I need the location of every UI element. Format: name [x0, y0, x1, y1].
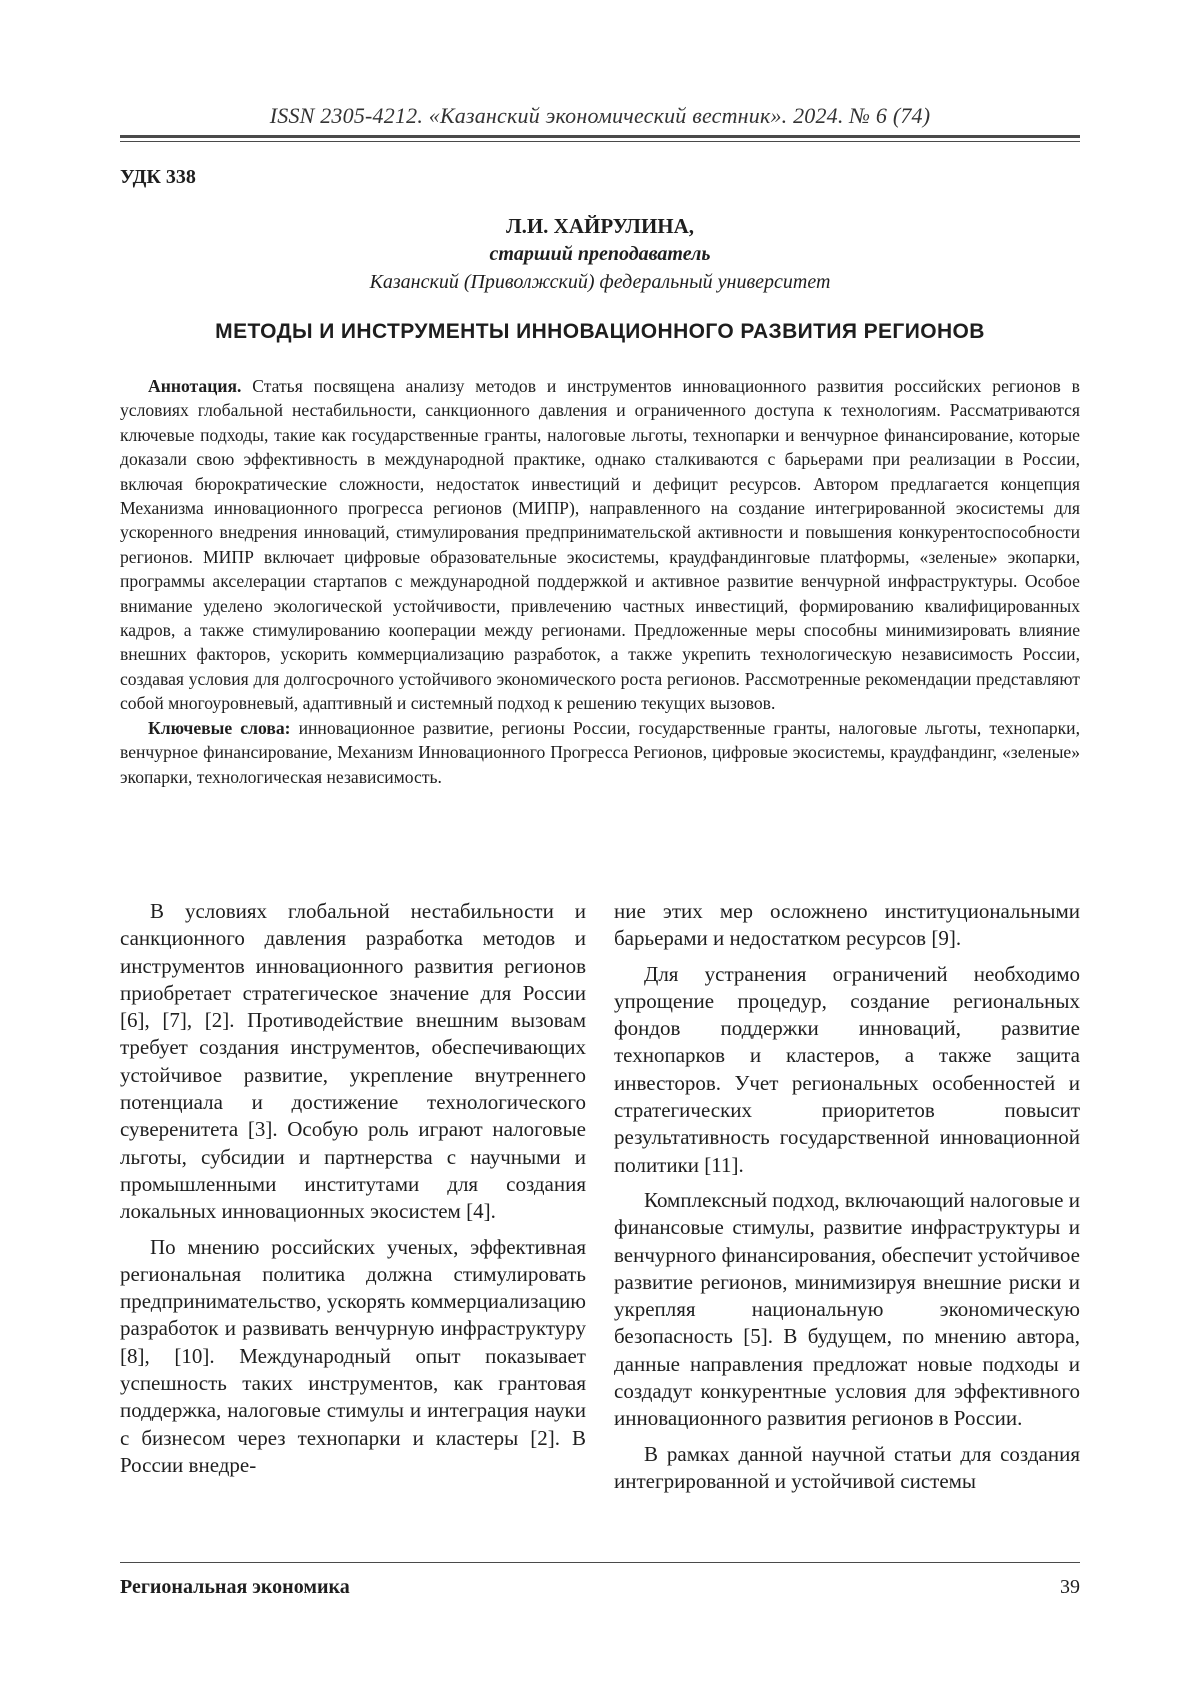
author-position: старший преподаватель: [489, 243, 711, 265]
keywords-text: инновационное развитие, регионы России, государственные гранты, налоговые льготы, технопарки, венчурное финансирование, Механизм Инновационного Прогресса Регионов, цифровые экосистемы, краудфандинг, «зеленые» экопарки, технологическая независимость.: [120, 717, 1080, 787]
abstract-text: Статья посвящена анализу методов и инструментов инновационного развития российских регионов в условиях глобальной нестабильности, санкционного давления и ограниченного доступа к технологиям. Рассматриваются ключевые подходы, такие как государственные гранты, налоговые льготы, технопарки и венчурное финансирование, которые доказали свою эффективность в международной практике, однако сталкиваются с барьерами при реализации в России, включая бюрократические сложности, недостаток инвестиций и дефицит ресурсов. Автором предлагается концепция Механизма инновационного прогресса регионов (МИПР), направленного на создание интегрированной экосистемы для ускоренного внедрения инноваций, стимулирования предпринимательской активности и повышения конкурентоспособности регионов. МИПР включает цифровые образовательные экосистемы, краудфандинговые платформы, «зеленые» экопарки, программы акселерации стартапов с международной поддержкой и активное развитие венчурной инфраструктуры. Особое внимание уделено экологической устойчивости, привлечению частных инвестиций, формированию квалифицированных кадров, а также стимулированию кооперации между регионами. Предложенные меры способны минимизировать влияние внешних факторов, ускорить коммерциализацию разработок, а также укрепить технологическую независимость России, создавая условия для долгосрочного устойчивого экономического роста регионов. Рассмотренные рекомендации представляют собой многоуровневый, адаптивный и системный подход к решению текущих вызовов.: [120, 376, 1080, 714]
author-affiliation: Казанский (Приволжский) федеральный университет: [369, 271, 831, 293]
author-name: Л.И. ХАЙРУЛИНА,: [505, 214, 695, 238]
body-paragraph: Для устранения ограничений необходимо упрощение процедур, создание региональных фондов поддержки инноваций, развитие технопарков и кластеров, а также защита инвесторов. Учет региональных особенностей и стратегических приоритетов повысит результативность государственной инновационной политики [11].: [614, 961, 1080, 1177]
body-column-right: [614, 898, 1080, 1495]
footer-section-title: Региональная экономика: [120, 1576, 350, 1598]
body-paragraph-continued: ние этих мер осложнено институциональными барьерами и недостатком ресурсов [9].: [614, 899, 1080, 951]
keywords-paragraph: [120, 716, 1080, 789]
abstract-paragraph: [120, 374, 1080, 716]
udc-code: УДК 338: [120, 166, 196, 188]
body-column-left: [120, 898, 586, 1479]
header-rule-thick: [120, 135, 1080, 138]
page-number: 39: [1060, 1576, 1080, 1598]
article-title: МЕТОДЫ И ИНСТРУМЕНТЫ ИННОВАЦИОННОГО РАЗВИТИЯ РЕГИОНОВ: [215, 320, 985, 343]
body-paragraph: В условиях глобальной нестабильности и санкционного давления разработка методов и инструментов инновационного развития регионов приобретает стратегическое значение для России [6], [7], [2]. Противодействие внешним вызовам требует создания инструментов, обеспечивающих устойчивое развитие, укрепление внутреннего потенциала и достижение технологического суверенитета [3]. Особую роль играют налоговые льготы, субсидии и партнерства с научными и промышленными институтами для создания локальных инновационных экосистем [4].: [120, 899, 586, 1224]
abstract-block: [120, 374, 1080, 789]
keywords-label: Ключевые слова:: [148, 717, 291, 738]
body-paragraph: Комплексный подход, включающий налоговые и финансовые стимулы, развитие инфраструктуры и венчурного финансирования, обеспечит устойчивое развитие регионов, минимизируя внешние риски и укрепляя национальную экономическую безопасность [5]. В будущем, по мнению автора, данные направления предложат новые подходы и создадут конкурентные условия для эффективного инновационного развития регионов в России.: [614, 1187, 1080, 1431]
body-paragraph: По мнению российских ученых, эффективная региональная политика должна стимулировать предпринимательство, ускорять коммерциализацию разработок и развивать венчурную инфраструктуру [8], [10]. Международный опыт показывает успешность таких инструментов, как грантовая поддержка, налоговые стимулы и интеграция науки с бизнесом через технопарки и кластеры [2]. В России внедре-: [120, 1234, 586, 1477]
body-paragraph: В рамках данной научной статьи для создания интегрированной и устойчивой системы: [614, 1441, 1080, 1493]
header-rule-thin: [120, 141, 1080, 142]
running-head: ISSN 2305-4212. «Казанский экономический вестник». 2024. № 6 (74): [269, 103, 931, 128]
abstract-label: Аннотация.: [148, 376, 242, 396]
footer-rule: [120, 1562, 1080, 1563]
author-block: [120, 212, 1080, 296]
